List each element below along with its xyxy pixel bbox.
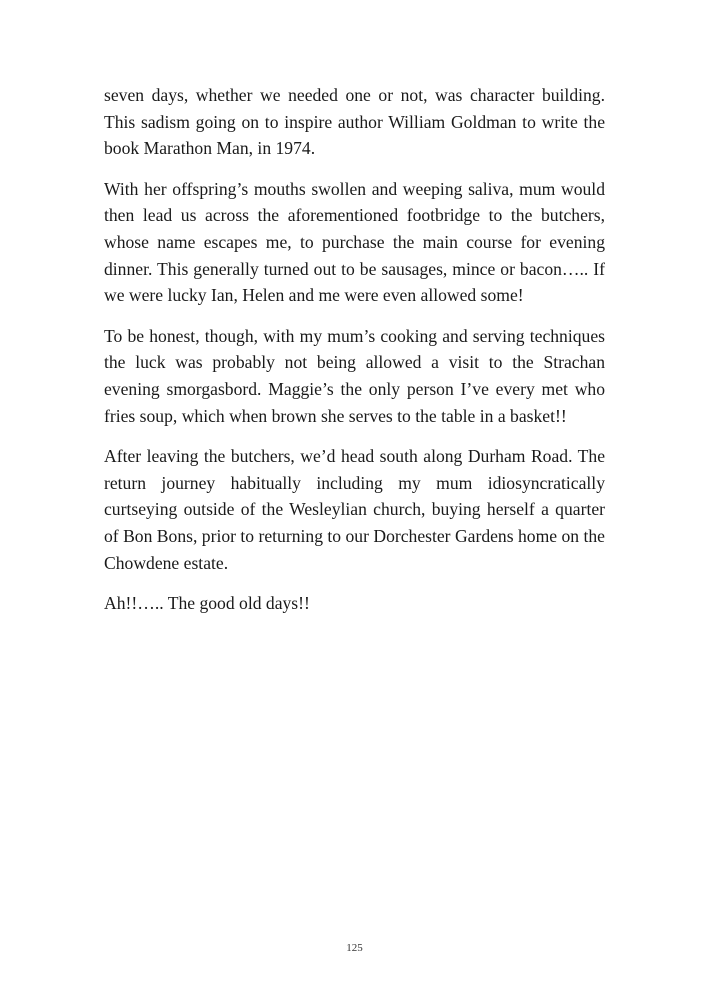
- paragraph-4: After leaving the butchers, we’d head south along Durham Road. The return journey habitually including my mum idiosyncratically curtseying outside of the Wesleylian church, buying herself a quarter of Bon Bons, prior to returning to our Dorchester Gardens home on the Chowdene estate.: [104, 446, 605, 573]
- paragraph-5: Ah!!….. The good old days!!: [104, 593, 310, 614]
- paragraph-2: With her offspring’s mouths swollen and weeping saliva, mum would then lead us across the aforementioned footbridge to the butchers, whose name escapes me, to purchase the main course for evening dinner. This generally turned out to be sausages, mince or bacon….. If we were lucky Ian, Helen and me were even allowed some!: [104, 178, 605, 306]
- page-number: 125: [346, 942, 363, 954]
- paragraph-3: To be honest, though, with my mum’s cooking and serving techniques the luck was probably not being allowed a visit to the Strachan evening smorgasbord. Maggie’s the only person I’ve every met who fries soup, which when brown she serves to the table in a basket!!: [104, 325, 605, 426]
- page-body: [104, 82, 605, 631]
- paragraph-1: seven days, whether we needed one or not, was character building. This sadism going on to inspire author William Goldman to write the book Marathon Man, in 1974.: [104, 85, 605, 159]
